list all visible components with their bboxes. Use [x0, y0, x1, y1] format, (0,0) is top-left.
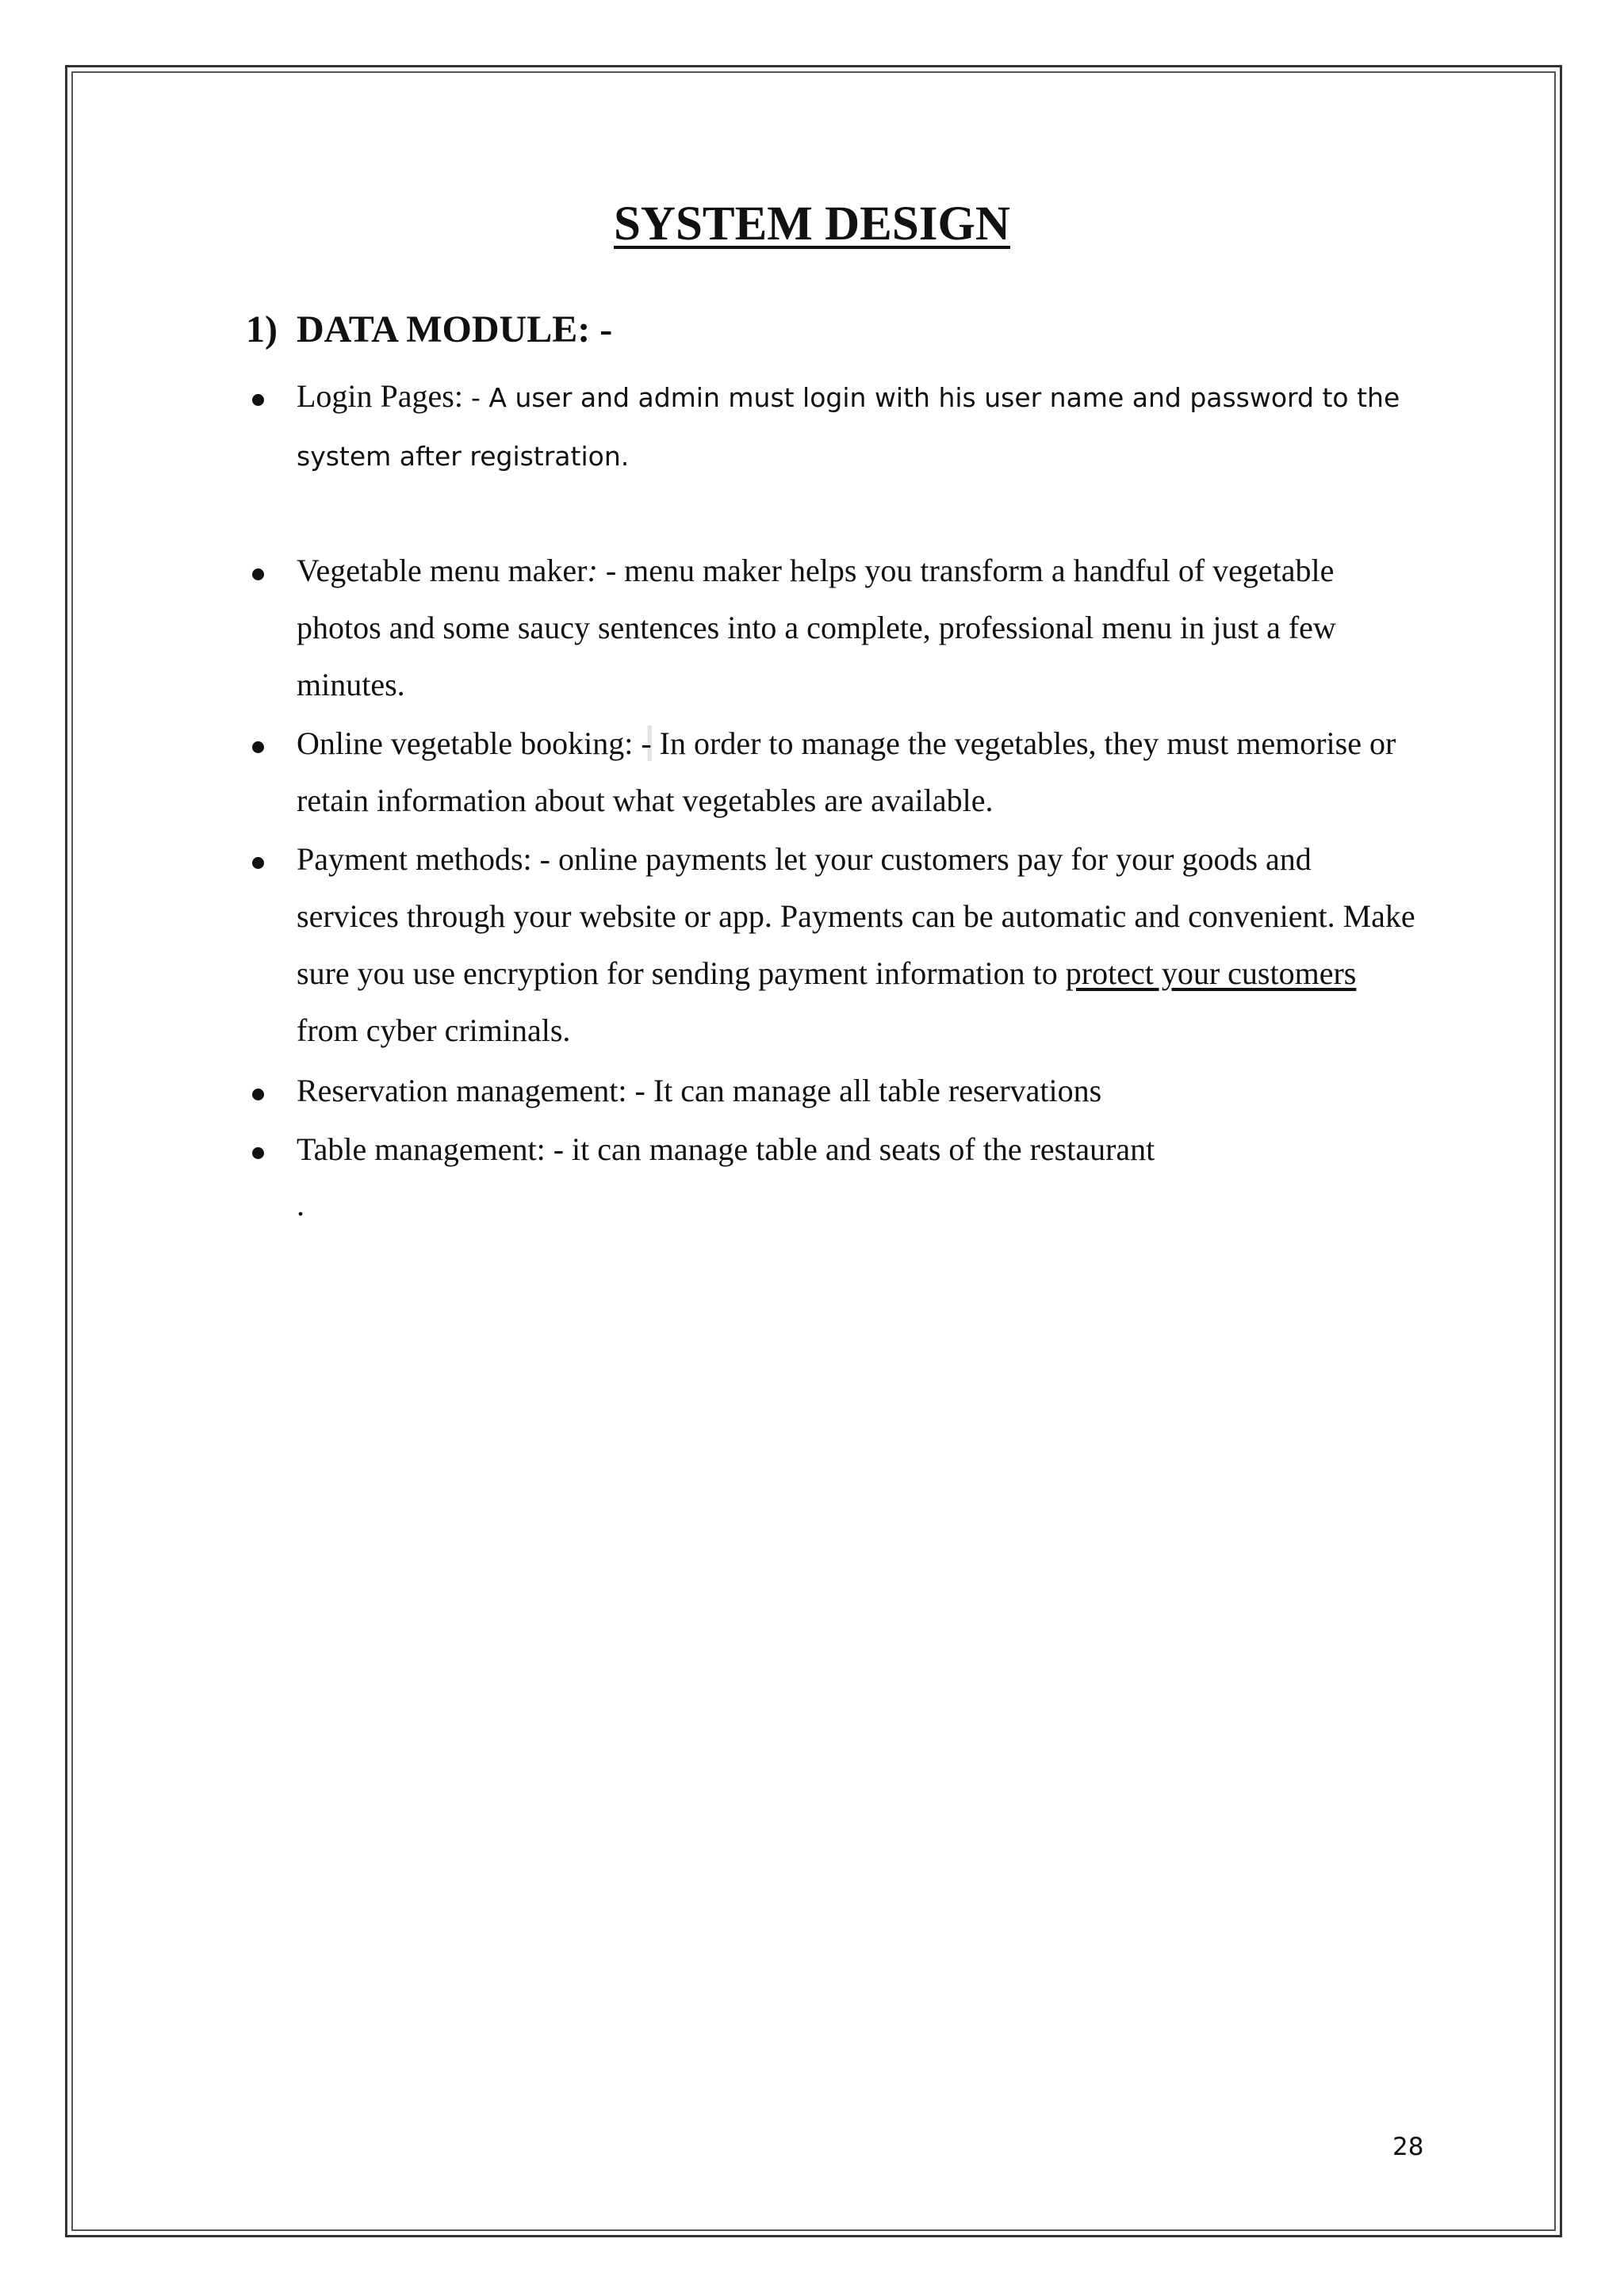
trailing-dot: .	[297, 1187, 304, 1223]
page-number: 28	[1392, 2133, 1424, 2161]
bullet-icon	[252, 394, 264, 406]
section-heading-text: DATA MODULE: -	[297, 308, 613, 350]
list-item-text	[297, 1121, 1419, 1178]
list-item-body: - It can manage all table reservations	[634, 1073, 1102, 1108]
section-number: 1)	[246, 308, 278, 350]
list-item-body: In order to manage the vegetables, they must memorise or retain information about what vegetables are available.	[297, 725, 1396, 818]
list-item-label: Reservation management:	[297, 1073, 635, 1108]
bullet-icon	[252, 1147, 264, 1159]
page-title: SYSTEM DESIGN	[613, 197, 1010, 251]
list-item-label: Table management:	[297, 1131, 553, 1167]
list-item-body: - it can manage table and seats of the restaurant	[553, 1131, 1155, 1167]
list-item-label: Login Pages:	[297, 378, 471, 414]
list-item-text	[297, 542, 1419, 714]
bullet-icon	[252, 568, 264, 580]
list-item-text	[297, 368, 1419, 485]
protect-customers-link[interactable]: protect your customers	[1065, 955, 1357, 991]
section-heading	[246, 308, 612, 351]
list-item-label: Vegetable menu maker	[297, 553, 588, 588]
list-item-body: menu maker helps you transform a handful of vegetable photos and some saucy sentences into a complete, professional menu in just a few minutes.	[297, 553, 1336, 702]
list-item-text	[297, 831, 1419, 1059]
list-item-body: - A user and admin must login with his user name and password to the system after registration.	[297, 382, 1400, 472]
bullet-icon	[252, 857, 264, 869]
list-item-text	[297, 1062, 1419, 1119]
list-item-text	[297, 715, 1419, 829]
list-item-label: Payment methods:	[297, 841, 540, 877]
list-item-dash: -	[641, 725, 652, 761]
list-item-colon: : -	[587, 553, 625, 588]
list-item-body-end: from cyber criminals.	[297, 1012, 571, 1048]
bullet-icon	[252, 741, 264, 753]
bullet-icon	[252, 1089, 264, 1100]
list-item-body: - online payments let your customers pay for your goods and services through your website or app. Payments can be automatic and convenient. Make sure you use encryption for sending payment information to	[297, 841, 1415, 991]
list-item-label: Online vegetable booking:	[297, 725, 642, 761]
